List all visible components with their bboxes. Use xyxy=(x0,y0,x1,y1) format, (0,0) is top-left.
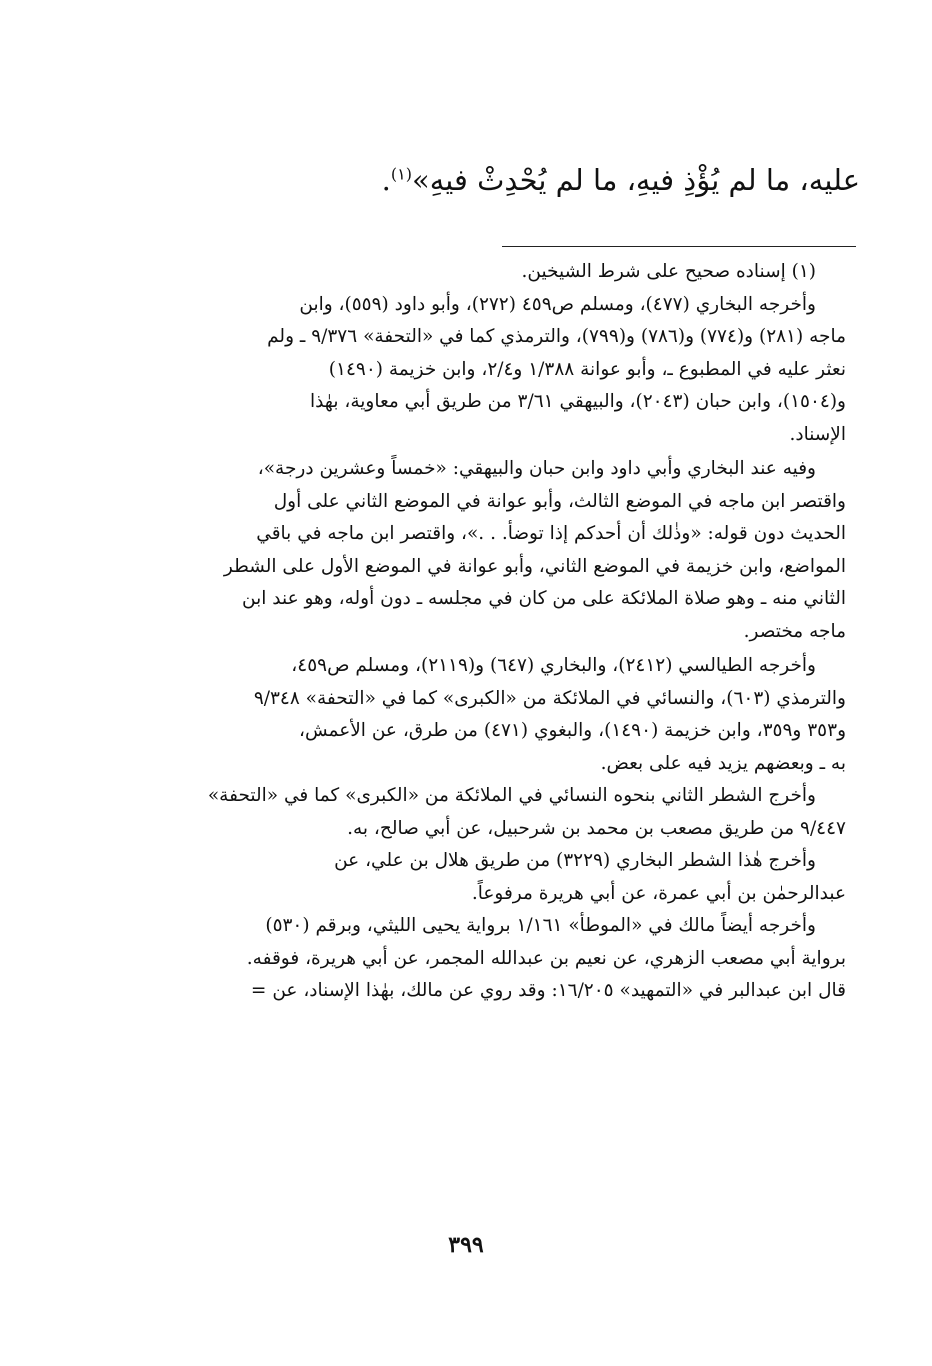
footnote-line: (١) إسناده صحيح على شرط الشيخين. xyxy=(521,261,816,282)
footnote-line: به ـ وبعضهم يزيد فيه على بعض. xyxy=(600,752,846,774)
footnote-line: برواية أبي مصعب الزهري، عن نعيم بن عبدالله المجمر، عن أبي هريرة، فوقفه. xyxy=(246,947,846,969)
footnote-line: المواضع، وابن خزيمة في الموضع الثاني، وأبو عوانة في الموضع الأول على الشطر xyxy=(223,555,846,577)
footnote-line: الثاني منه ـ وهو صلاة الملائكة على من كان في مجلسه ـ دون أوله، وهو عند ابن xyxy=(242,588,846,609)
footnote-line: والترمذي (٦٠٣)، والنسائي في الملائكة من «الكبرى» كما في «التحفة» ٩/٣٤٨ xyxy=(253,687,846,709)
page-number: ٣٩٩ xyxy=(448,1232,484,1258)
footnote-line: وأخرجه البخاري (٤٧٧)، ومسلم ص٤٥٩ (٢٧٢)، وأبو داود (٥٥٩)، وابن xyxy=(299,293,816,315)
footnote-line: ماجه (٢٨١) و(٧٧٤) و(٧٨٦) و(٧٩٩)، والترمذي كما في «التحفة» ٩/٣٧٦ ـ ولم xyxy=(267,326,846,347)
footnote-separator xyxy=(502,246,856,247)
footnote-line: و٣٥٣ و٣٥٩، وابن خزيمة (١٤٩٠)، والبغوي (٤٧١) من طرق، عن الأعمش، xyxy=(298,720,846,741)
footnotes-block xyxy=(146,256,846,1008)
footnote-line: وأخرج الشطر الثاني بنحوه النسائي في الملائكة من «الكبرى» كما في «التحفة» xyxy=(207,785,816,806)
footnote-line: ٩/٤٤٧ من طريق مصعب بن محمد بن شرحبيل، عن أبي صالح، به. xyxy=(347,817,846,839)
footnote-line-last xyxy=(146,975,846,1008)
main-text-line xyxy=(70,150,860,210)
footnote-line-text: قال ابن عبدالبر في «التمهيد» ١٦/٢٠٥: وقد روي عن مالك، بهٰذا الإسناد، عن xyxy=(272,980,846,1001)
footnote-line: الإسناد. xyxy=(789,423,846,445)
footnote-line: وأخرجه الطيالسي (٢٤١٢)، والبخاري (٦٤٧) و(٢١١٩)، ومسلم ص٤٥٩، xyxy=(291,655,816,676)
main-text-end-mark: . xyxy=(381,163,391,197)
footnote-reference: (١) xyxy=(390,164,412,184)
footnote-line: واقتصر ابن ماجه في الموضع الثالث، وأبو عوانة في الموضع الثاني على أول xyxy=(273,490,846,512)
footnote-line: و(١٥٠٤)، وابن حبان (٢٠٤٣)، والبيهقي ٣/٦١ من طريق أبي معاوية، بهٰذا xyxy=(309,391,846,412)
footnote-line: عبدالرحمٰن بن أبي عمرة، عن أبي هريرة مرفوعاً. xyxy=(471,882,846,904)
footnote-line: نعثر عليه في المطبوع ـ، وأبو عوانة ١/٣٨٨ و٢/٤، وابن خزيمة (١٤٩٠) xyxy=(328,358,846,380)
footnote-line: ماجه مختصر. xyxy=(743,620,846,642)
main-text-body: عليه، ما لم يُؤْذِ فيهِ، ما لم يُحْدِثْ فيهِ» xyxy=(411,163,860,197)
footnote-line: الحديث دون قوله: «وذٰلك أن أحدكم إذا توضأ. . .»، واقتصر ابن ماجه في باقي xyxy=(256,523,846,544)
footnote-line: وأخرج هٰذا الشطر البخاري (٣٢٢٩) من طريق هلال بن علي، عن xyxy=(334,850,816,871)
footnote-line: وأخرجه أيضاً مالك في «الموطأ» ١/١٦١ برواية يحيى الليثي، وبرقم (٥٣٠) xyxy=(265,915,816,936)
continuation-mark: = xyxy=(250,980,267,1001)
footnote-line: وفيه عند البخاري وأبي داود وابن حبان والبيهقي: «خمساً وعشرين درجة»، xyxy=(257,458,816,479)
